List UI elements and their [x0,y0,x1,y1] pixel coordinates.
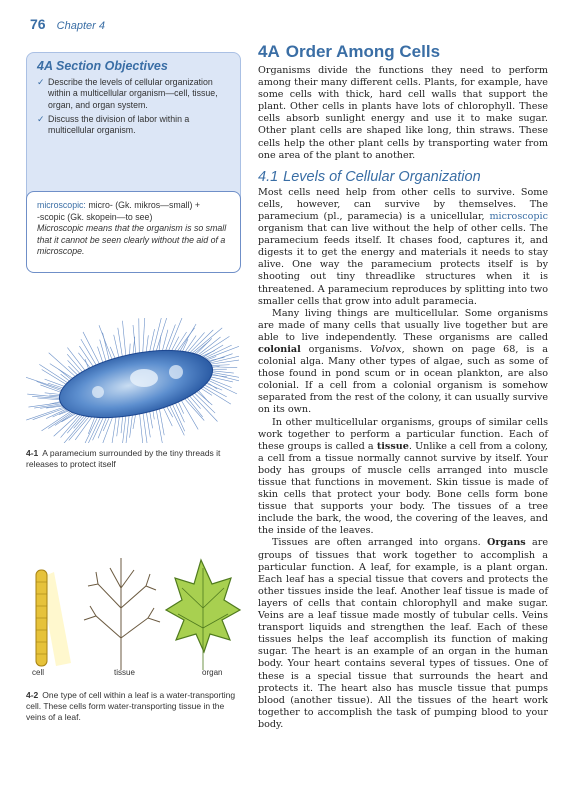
thread-strand [179,397,198,429]
thread-strand [62,416,87,443]
paramecium-figure [26,318,239,443]
key-term: colonial [258,343,301,355]
thread-strand [162,330,168,352]
thread-strand [149,329,154,354]
thread-strand [192,328,222,354]
thread-strand [168,318,183,352]
vocab-etymology-2: -scopic (Gk. skopein—to see) [37,211,153,222]
thread-strand [42,411,71,431]
chapter-label: Chapter 4 [56,20,105,32]
figure-caption: 4-1 A paramecium surrounded by the tiny threads it releases to protect itself [26,448,221,469]
thread-strand [54,414,78,436]
cell-tissue-organ-illustration [26,548,246,678]
thread-strand [122,321,126,359]
vocabulary-box [26,191,241,273]
body-paragraph: In other multicellular organisms, groups of similar cells work together to perform a particular function. Each of these groups is called a tissue. Unlike a cell from a colony, a cell from a tissue normally cannot survive by itself. Your body has groups of muscle cells arranged into muscle tissue that functions in movement. Skin tissue is made of skin cells that protect your body. Bone cells form bone tissue that supports your body. The tissues of a tree include the bark, the wood, the covering of the leaves, and the inside of the leaves. [258,416,548,537]
thread-strand [117,415,120,436]
vein-skeleton [84,558,160,670]
thread-strand [118,328,123,360]
thread-strand [112,415,116,443]
checkmark-icon: ✓ [37,113,45,124]
page-number: 76 [30,16,46,32]
thread-strand [192,390,215,413]
objective-item: ✓ Discuss the division of labor within a multicellular organism. [37,113,190,136]
key-term: Organs [486,537,526,549]
thread-strand [174,332,187,352]
thread-strand [198,337,221,355]
thread-strand [152,318,161,353]
thread-strand [168,402,184,435]
objective-item: ✓ Describe the levels of cellular organization within a multicellular organism—cell, tissue, organ, and organ system. [37,77,218,110]
thread-strand [146,410,150,438]
thread-strand [48,412,72,428]
vocab-etymology: microscopic: micro- (Gk. mikros—small) + [37,200,201,210]
body-paragraph: Most cells need help from other cells to survive. Some cells, however, can survive by themselves. The paramecium (pl., paramecia) is a unicellular, microscopic organism that can live without the help of other cells. The paramecium feeds itself. It chases food, captures it, and digests it to get the energy and materials it needs to stay alive. One way the paramecium protects itself is by shooting out tiny threadlike structures when it is threatened. A paramecium reproduces by splitting into two smaller cells that grow into adult paramecia. [258,186,548,307]
thread-strand [159,335,161,352]
thread-strand [143,318,145,355]
figure-caption: 4-2 One type of cell within a leaf is a water-transporting cell. These cells form water-transporting tissue in the veins of a leaf. [26,690,236,722]
thread-strand [156,407,163,443]
thread-strand [196,338,212,354]
body-paragraph: Many living things are multicellular. Some organisms are made of many cells that usually live together but are able to live independently. These organisms are called colonial organisms. Volvox, shown on page 68, is a colonial alga. Many other types of algae, such as some of those found in pond scum or in ocean plankton, are also colonial. If a cell from a colonial organism is somehow separated from the rest of the colony, it can usually survive on its own. [258,307,548,416]
label-tissue: tissue [114,668,135,677]
glossary-link-microscopic[interactable]: microscopic [489,210,548,222]
thread-strand [210,365,230,366]
vocab-definition: Microscopic means that the organism is so small that it cannot be seen clearly without the aid of a microscope. [37,223,227,256]
thread-strand [53,410,68,417]
checkmark-icon: ✓ [37,77,45,87]
label-cell: cell [32,668,45,677]
thread-strand [81,339,98,368]
thread-strand [36,381,64,392]
thread-strand [159,406,164,436]
thread-strand [171,337,179,352]
key-term: tissue [376,440,409,452]
thread-strand [59,411,69,415]
thread-strand [130,413,133,438]
thread-strand [26,407,64,420]
main-column [258,42,548,731]
paramecium-illustration [26,318,239,443]
vocab-term: microscopic: [37,200,86,210]
body-paragraph: Tissues are often arranged into organs. Organs are groups of tissues that work together to accomplish a particular function. A leaf, for example, is a plant organ. Each leaf has a special tissue that covers and protects the other tissues inside the leaf. Another leaf tissue is made of layers of cells that contain chlorophyll and make sugar. Veins are a leaf tissue made mostly of tubular cells. Veins transport liquids and strengthen the leaf. Each of these tissues helps the leaf accomplish its function of making sugar. The heart is an example of an organ in the human body. Your heart contains several types of tissues. One of these is a special tissue that surrounds the heart and protects it. The heart also has muscle tissue that pumps blood (another tissue). All the tissues of the heart work together to accomplish the task of pumping blood to your body. [258,537,548,730]
thread-strand [139,318,140,355]
objectives-title: 4A Section Objectives [37,59,168,73]
thread-strand [39,364,70,384]
cell-tissue-organ-figure [26,548,246,678]
thread-strand [121,414,126,443]
section-heading: 4A Order Among Cells [258,42,441,61]
thread-strand [205,379,237,394]
subsection-heading: 4.1 Levels of Cellular Organization [258,168,481,185]
intro-paragraph: Organisms divide the functions they need to perform among their many different cells. Plants, for example, have some cells with thick, hard cell walls that support the plant. Other cells in plants have lots of chlorophyll. These cells absorb sunlight energy and use it to make sugar. Other plant cells are shaped like long, thin straws. These cells help the other plant cells by transporting water from one area of the plant to another. [258,65,548,161]
label-organ: organ [202,668,223,677]
page-header [30,14,550,34]
thread-strand [74,415,85,428]
thread-strand [126,413,130,443]
thread-strand [171,401,185,431]
